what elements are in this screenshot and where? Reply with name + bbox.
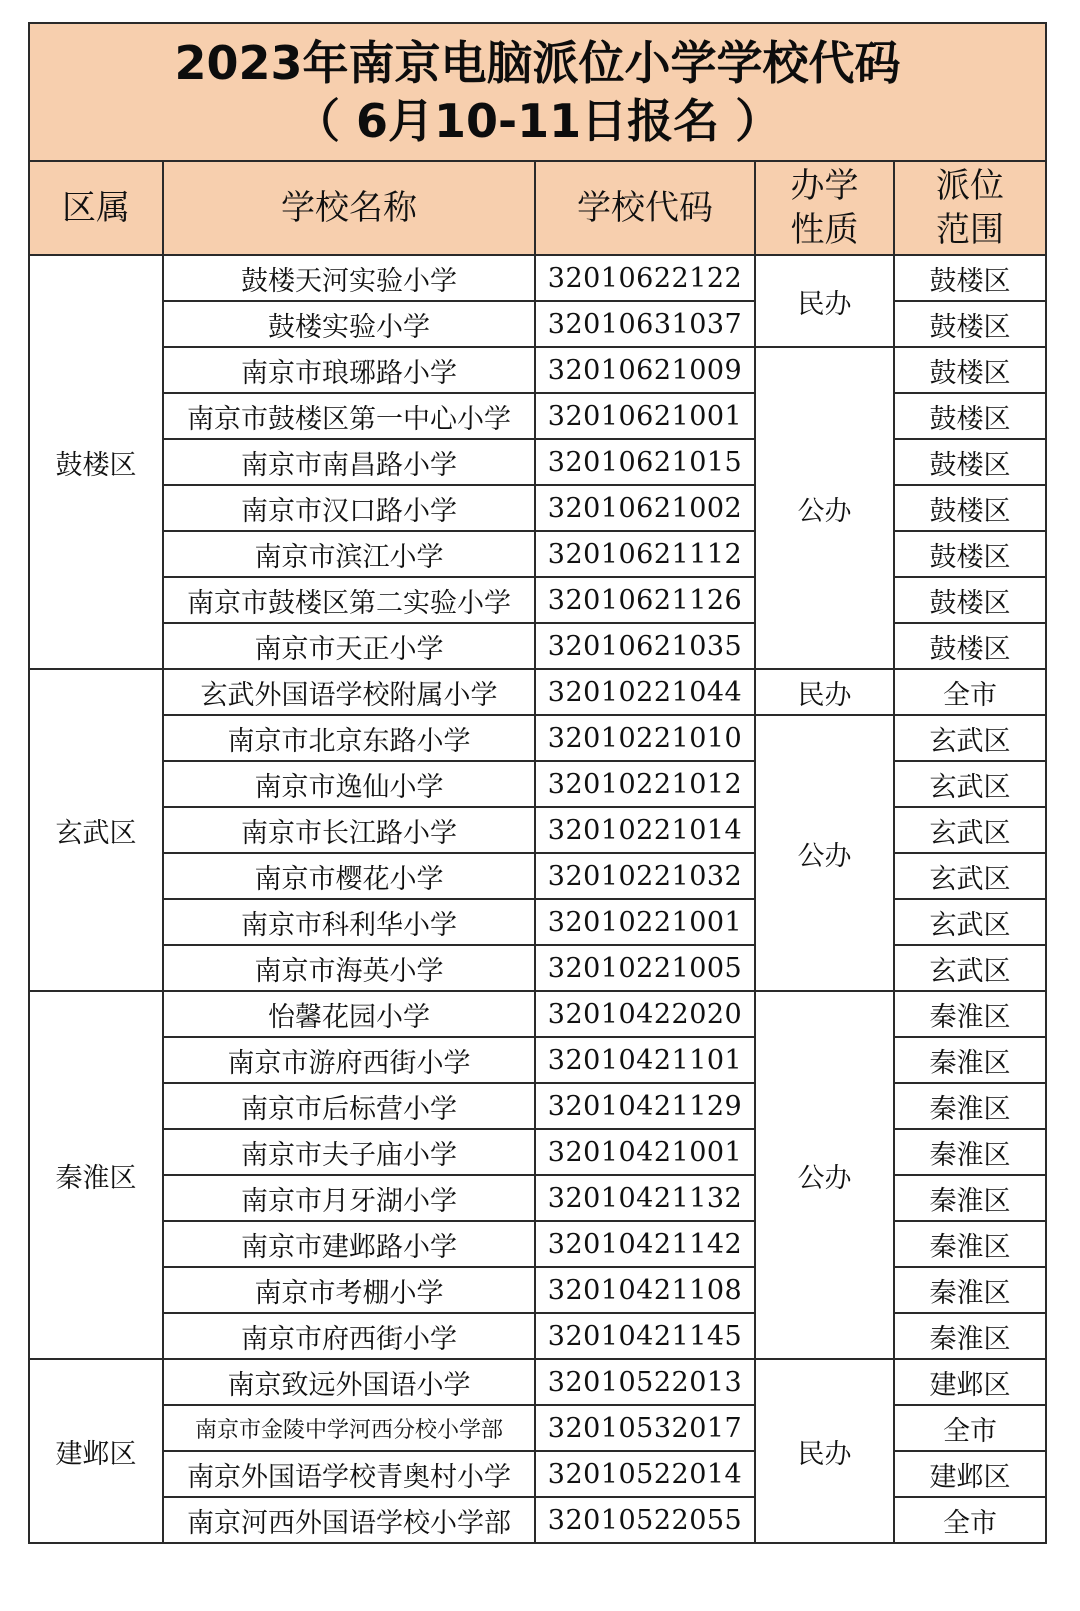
table-row: [29, 347, 1046, 393]
school-name-cell: 南京市科利华小学: [163, 899, 535, 945]
school-code-cell: 32010421129: [535, 1083, 755, 1129]
school-name-cell: 玄武外国语学校附属小学: [163, 669, 535, 715]
school-name-cell: 南京市北京东路小学: [163, 715, 535, 761]
school-name-cell: 南京市逸仙小学: [163, 761, 535, 807]
allocation-range-cell: 全市: [894, 669, 1046, 715]
school-code-cell: 32010221012: [535, 761, 755, 807]
school-code-cell: 32010221001: [535, 899, 755, 945]
table-row: [29, 1175, 1046, 1221]
allocation-range-cell: 鼓楼区: [894, 439, 1046, 485]
school-code-cell: 32010221005: [535, 945, 755, 991]
table-row: [29, 669, 1046, 715]
table-row: [29, 623, 1046, 669]
allocation-range-cell: 秦淮区: [894, 1175, 1046, 1221]
allocation-range-cell: 鼓楼区: [894, 485, 1046, 531]
table-row: [29, 1037, 1046, 1083]
table-row: [29, 301, 1046, 347]
allocation-range-cell: 玄武区: [894, 853, 1046, 899]
school-name-cell: 南京市建邺路小学: [163, 1221, 535, 1267]
school-code-sheet: [28, 22, 1045, 1544]
allocation-range-cell: 秦淮区: [894, 1037, 1046, 1083]
table-row: [29, 761, 1046, 807]
school-code-cell: 32010621015: [535, 439, 755, 485]
allocation-range-cell: 鼓楼区: [894, 623, 1046, 669]
allocation-range-cell: 玄武区: [894, 807, 1046, 853]
school-name-cell: 南京市南昌路小学: [163, 439, 535, 485]
table-title: [29, 23, 1046, 161]
table-row: [29, 485, 1046, 531]
school-code-cell: 32010421108: [535, 1267, 755, 1313]
table-row: [29, 715, 1046, 761]
school-name-cell: 南京致远外国语小学: [163, 1359, 535, 1405]
school-name-cell: 南京市月牙湖小学: [163, 1175, 535, 1221]
school-nature-cell: 民办: [755, 669, 894, 715]
school-nature-cell: 民办: [755, 1359, 894, 1543]
table-row: [29, 1451, 1046, 1497]
school-code-cell: 32010221032: [535, 853, 755, 899]
school-code-cell: 32010621112: [535, 531, 755, 577]
school-name-cell: 鼓楼天河实验小学: [163, 255, 535, 301]
district-cell: 鼓楼区: [29, 255, 163, 669]
table-row: [29, 945, 1046, 991]
table-row: [29, 1405, 1046, 1451]
allocation-range-cell: 秦淮区: [894, 1221, 1046, 1267]
allocation-range-cell: 建邺区: [894, 1359, 1046, 1405]
allocation-range-cell: 玄武区: [894, 899, 1046, 945]
table-row: [29, 255, 1046, 301]
school-nature-cell: 民办: [755, 255, 894, 347]
table-row: [29, 899, 1046, 945]
allocation-range-cell: 秦淮区: [894, 1313, 1046, 1359]
allocation-range-cell: 秦淮区: [894, 1129, 1046, 1175]
table-row: [29, 807, 1046, 853]
header-school-nature: [755, 161, 894, 255]
school-nature-cell: 公办: [755, 991, 894, 1359]
allocation-range-cell: 全市: [894, 1405, 1046, 1451]
school-name-cell: 南京外国语学校青奥村小学: [163, 1451, 535, 1497]
school-name-cell: 南京市游府西街小学: [163, 1037, 535, 1083]
header-school-name: 学校名称: [163, 161, 535, 255]
header-allocation-range: [894, 161, 1046, 255]
school-name-cell: 南京市汉口路小学: [163, 485, 535, 531]
table-row: [29, 1221, 1046, 1267]
allocation-range-cell: 建邺区: [894, 1451, 1046, 1497]
table-row: [29, 853, 1046, 899]
table-row: [29, 1359, 1046, 1405]
table-row: [29, 531, 1046, 577]
school-name-cell: 怡馨花园小学: [163, 991, 535, 1037]
allocation-range-cell: 秦淮区: [894, 1267, 1046, 1313]
allocation-range-cell: 鼓楼区: [894, 577, 1046, 623]
table-row: [29, 393, 1046, 439]
school-nature-cell: 公办: [755, 715, 894, 991]
allocation-range-cell: 秦淮区: [894, 991, 1046, 1037]
header-school-code: 学校代码: [535, 161, 755, 255]
allocation-range-cell: 鼓楼区: [894, 393, 1046, 439]
school-name-cell: 南京市鼓楼区第一中心小学: [163, 393, 535, 439]
school-nature-cell: 公办: [755, 347, 894, 669]
table-body: [29, 255, 1046, 1543]
allocation-range-cell: 鼓楼区: [894, 531, 1046, 577]
table-row: [29, 991, 1046, 1037]
school-code-cell: 32010422020: [535, 991, 755, 1037]
school-code-cell: 32010621126: [535, 577, 755, 623]
school-name-cell: 南京市滨江小学: [163, 531, 535, 577]
district-cell: 玄武区: [29, 669, 163, 991]
table-row: [29, 439, 1046, 485]
district-cell: 建邺区: [29, 1359, 163, 1543]
school-name-cell: 南京市考棚小学: [163, 1267, 535, 1313]
school-code-table: [28, 22, 1047, 1544]
allocation-range-cell: 玄武区: [894, 945, 1046, 991]
school-name-cell: 南京市长江路小学: [163, 807, 535, 853]
allocation-range-cell: 鼓楼区: [894, 347, 1046, 393]
school-code-cell: 32010221014: [535, 807, 755, 853]
header-nature-line-2: 性质: [790, 210, 859, 250]
table-row: [29, 1083, 1046, 1129]
header-district: 区属: [29, 161, 163, 255]
school-name-cell: 南京市后标营小学: [163, 1083, 535, 1129]
school-code-cell: 32010622122: [535, 255, 755, 301]
school-code-cell: 32010631037: [535, 301, 755, 347]
table-row: [29, 1497, 1046, 1543]
school-code-cell: 32010421001: [535, 1129, 755, 1175]
table-row: [29, 1267, 1046, 1313]
school-code-cell: 32010621001: [535, 393, 755, 439]
school-code-cell: 32010221044: [535, 669, 755, 715]
title-line-2: （ 6月10-11日报名 ）: [293, 94, 782, 148]
school-name-cell: 南京河西外国语学校小学部: [163, 1497, 535, 1543]
school-name-cell: 南京市金陵中学河西分校小学部: [163, 1405, 535, 1451]
school-name-cell: 南京市鼓楼区第二实验小学: [163, 577, 535, 623]
header-range-line-2: 范围: [936, 210, 1005, 250]
school-code-cell: 32010522014: [535, 1451, 755, 1497]
title-line-1: 2023年南京电脑派位小学学校代码: [174, 36, 901, 90]
school-code-cell: 32010421101: [535, 1037, 755, 1083]
school-code-cell: 32010621002: [535, 485, 755, 531]
allocation-range-cell: 鼓楼区: [894, 301, 1046, 347]
allocation-range-cell: 全市: [894, 1497, 1046, 1543]
district-cell: 秦淮区: [29, 991, 163, 1359]
school-code-cell: 32010522013: [535, 1359, 755, 1405]
school-name-cell: 南京市府西街小学: [163, 1313, 535, 1359]
allocation-range-cell: 秦淮区: [894, 1083, 1046, 1129]
school-code-cell: 32010421142: [535, 1221, 755, 1267]
allocation-range-cell: 鼓楼区: [894, 255, 1046, 301]
table-row: [29, 1313, 1046, 1359]
school-name-cell: 南京市樱花小学: [163, 853, 535, 899]
table-row: [29, 1129, 1046, 1175]
school-name-cell: 南京市天正小学: [163, 623, 535, 669]
school-code-cell: 32010532017: [535, 1405, 755, 1451]
school-name-cell: 南京市海英小学: [163, 945, 535, 991]
school-code-cell: 32010221010: [535, 715, 755, 761]
school-code-cell: 32010522055: [535, 1497, 755, 1543]
school-code-cell: 32010421132: [535, 1175, 755, 1221]
allocation-range-cell: 玄武区: [894, 761, 1046, 807]
allocation-range-cell: 玄武区: [894, 715, 1046, 761]
school-code-cell: 32010621009: [535, 347, 755, 393]
school-code-cell: 32010421145: [535, 1313, 755, 1359]
school-name-cell: 南京市夫子庙小学: [163, 1129, 535, 1175]
school-name-cell: 鼓楼实验小学: [163, 301, 535, 347]
school-name-cell: 南京市琅琊路小学: [163, 347, 535, 393]
school-code-cell: 32010621035: [535, 623, 755, 669]
header-nature-line-1: 办学: [790, 166, 859, 206]
header-range-line-1: 派位: [936, 166, 1005, 206]
table-row: [29, 577, 1046, 623]
